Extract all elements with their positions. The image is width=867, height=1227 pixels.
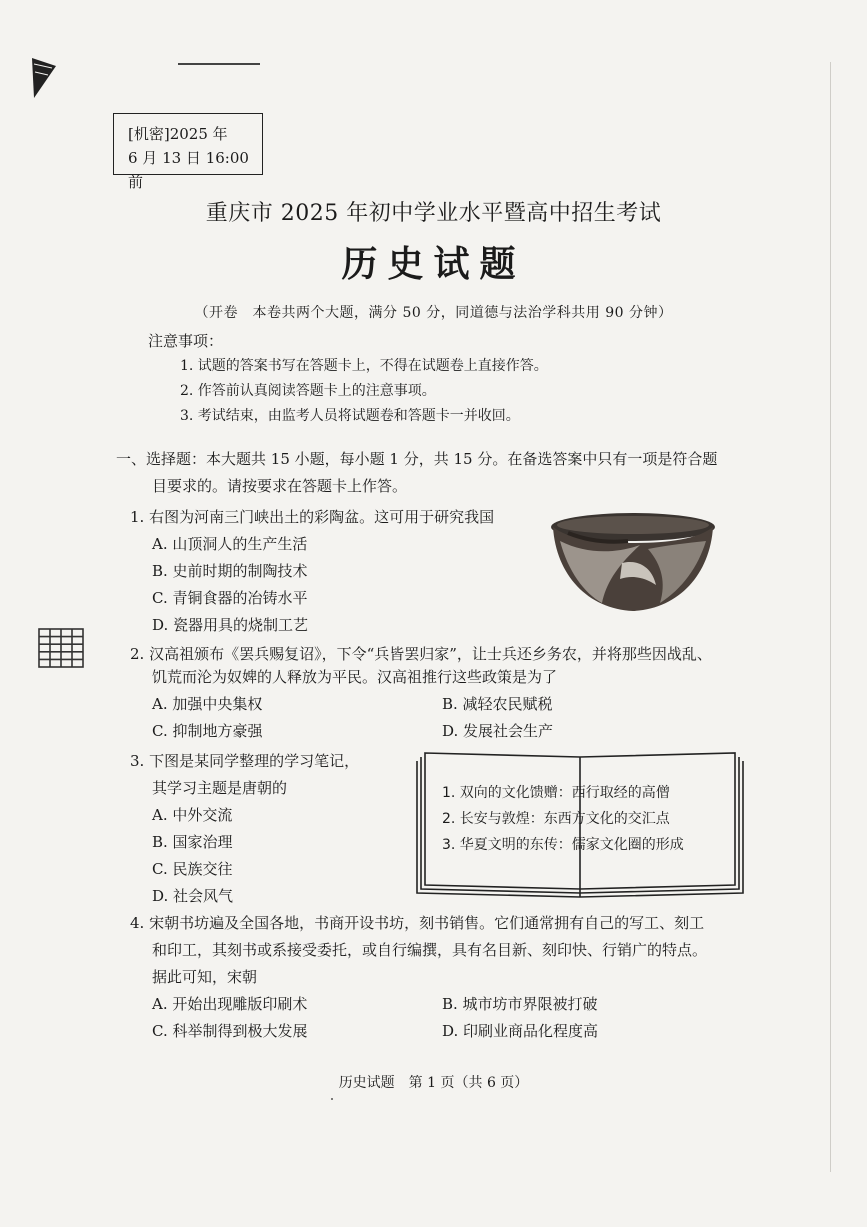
section-heading <box>116 446 766 500</box>
grid-scan-mark <box>38 628 84 668</box>
confidential-line-2: 6 月 13 日 16:00 前 <box>128 149 249 191</box>
q1-option-d: D. 瓷器用具的烧制工艺 <box>152 616 309 634</box>
section-line-2: 目要求的。请按要求在答题卡上作答。 <box>152 477 408 495</box>
note-item: 2. 作答前认真阅读答题卡上的注意事项。 <box>180 383 436 399</box>
notebook-line-1: 1. 双向的文化馈赠：西行取经的高僧 <box>442 785 670 801</box>
question-2-line-2: 饥荒而沦为奴婢的人释放为平民。汉高祖推行这些政策是为了 <box>152 668 558 686</box>
q4-option-d: D. 印刷业商品化程度高 <box>442 1022 599 1040</box>
note-item: 3. 考试结束，由监考人员将试题卷和答题卡一并收回。 <box>180 408 520 424</box>
right-margin-rule <box>830 62 831 1172</box>
q2-option-b: B. 减轻农民赋税 <box>442 695 553 713</box>
q1-option-c: C. 青铜食器的冶铸水平 <box>152 589 308 607</box>
top-scan-line <box>178 63 260 65</box>
q3-option-d: D. 社会风气 <box>152 887 234 905</box>
question-4-line-2: 和印工，其刻书或系接受委托，或自行编撰，具有名目新、刻印快、行销广的特点。 <box>152 941 708 959</box>
q4-option-a: A. 开始出现雕版印刷术 <box>152 995 308 1013</box>
q3-option-c: C. 民族交往 <box>152 860 233 878</box>
scan-dot <box>331 1098 333 1100</box>
subject-title: 历史试题 <box>341 243 526 285</box>
question-4-line-3: 据此可知，宋朝 <box>152 968 258 986</box>
section-line-1: 一、选择题：本大题共 15 小题，每小题 1 分，共 15 分。在备选答案中只有一项是符合题 <box>116 450 718 468</box>
painted-pottery-basin-image <box>548 505 718 615</box>
question-3-line-1: 3. 下图是某同学整理的学习笔记， <box>130 752 360 770</box>
exam-info: （开卷 本卷共两个大题，满分 50 分，同道德与法治学科共用 90 分钟） <box>194 305 673 321</box>
q2-option-a: A. 加强中央集权 <box>152 695 263 713</box>
notebook-line-3: 3. 华夏文明的东传：儒家文化圈的形成 <box>442 837 684 853</box>
notebook-line-2: 2. 长安与敦煌：东西方文化的交汇点 <box>442 811 670 827</box>
question-1-stem: 1. 右图为河南三门峡出土的彩陶盆。这可用于研究我国 <box>130 508 495 526</box>
note-item: 1. 试题的答案书写在答题卡上，不得在试题卷上直接作答。 <box>180 358 548 374</box>
q2-option-d: D. 发展社会生产 <box>442 722 554 740</box>
notes-heading: 注意事项： <box>148 332 224 350</box>
confidential-line-1: [机密]2025 年 <box>128 125 228 143</box>
corner-scan-mark <box>32 58 56 98</box>
question-3-line-2: 其学习主题是唐朝的 <box>152 779 288 797</box>
q1-option-a: A. 山顶洞人的生产生活 <box>152 535 308 553</box>
question-2-line-1: 2. 汉高祖颁布《罢兵赐复诏》，下令“兵皆罢归家”，让士兵还乡务农，并将那些因战乱、 <box>130 645 712 663</box>
page-footer: 历史试题 第 1 页（共 6 页） <box>338 1075 529 1091</box>
question-4-line-1: 4. 宋朝书坊遍及全国各地，书商开设书坊，刻书销售。它们通常拥有自己的写工、刻工 <box>130 914 705 932</box>
confidential-box <box>113 113 263 191</box>
q3-option-b: B. 国家治理 <box>152 833 233 851</box>
q2-option-c: C. 抑制地方豪强 <box>152 722 263 740</box>
q3-option-a: A. 中外交流 <box>152 806 233 824</box>
q4-option-b: B. 城市坊市界限被打破 <box>442 995 598 1013</box>
exam-title: 重庆市 2025 年初中学业水平暨高中招生考试 <box>205 201 662 226</box>
q1-option-b: B. 史前时期的制陶技术 <box>152 562 308 580</box>
q4-option-c: C. 科举制得到极大发展 <box>152 1022 308 1040</box>
